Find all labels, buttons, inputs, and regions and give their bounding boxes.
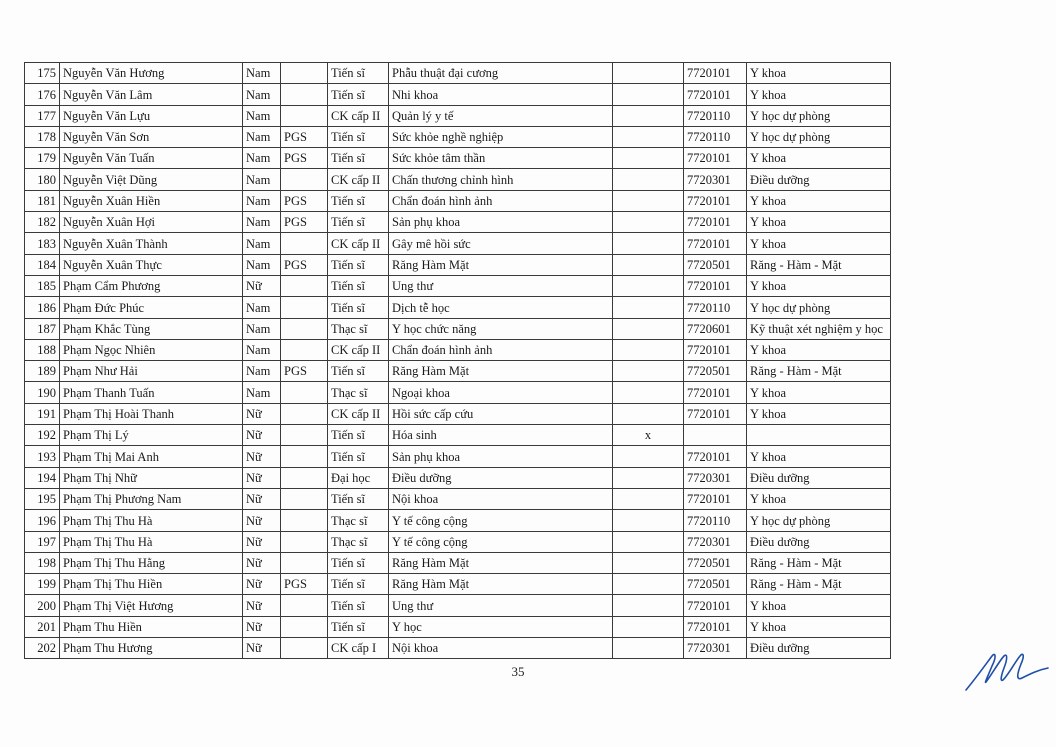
cell-gender: Nam — [243, 361, 281, 382]
cell-major-code: 7720101 — [684, 233, 747, 254]
cell-major: Y khoa — [747, 616, 891, 637]
handwritten-signature-icon — [962, 648, 1052, 694]
cell-academic-title — [281, 510, 328, 531]
cell-major-code: 7720501 — [684, 361, 747, 382]
cell-academic-title — [281, 84, 328, 105]
cell-major: Kỹ thuật xét nghiệm y học — [747, 318, 891, 339]
cell-degree: Tiến sĩ — [328, 488, 389, 509]
cell-major: Y học dự phòng — [747, 126, 891, 147]
cell-mark — [613, 275, 684, 296]
cell-major-code: 7720101 — [684, 275, 747, 296]
cell-academic-title: PGS — [281, 254, 328, 275]
cell-specialty: Hồi sức cấp cứu — [389, 403, 613, 424]
cell-stt: 199 — [25, 574, 60, 595]
table-row — [25, 254, 891, 275]
cell-gender: Nam — [243, 84, 281, 105]
table-row — [25, 212, 891, 233]
cell-specialty: Y tế công cộng — [389, 510, 613, 531]
cell-specialty: Răng Hàm Mặt — [389, 574, 613, 595]
cell-stt: 184 — [25, 254, 60, 275]
cell-academic-title — [281, 63, 328, 84]
cell-academic-title — [281, 403, 328, 424]
cell-major-code: 7720101 — [684, 84, 747, 105]
cell-specialty: Chấn thương chỉnh hình — [389, 169, 613, 190]
table-row — [25, 616, 891, 637]
cell-mark — [613, 339, 684, 360]
cell-major-code: 7720601 — [684, 318, 747, 339]
cell-degree: Tiến sĩ — [328, 254, 389, 275]
cell-stt: 188 — [25, 339, 60, 360]
cell-major: Y học dự phòng — [747, 510, 891, 531]
cell-degree: Tiến sĩ — [328, 552, 389, 573]
cell-degree: CK cấp II — [328, 169, 389, 190]
cell-academic-title — [281, 595, 328, 616]
cell-stt: 183 — [25, 233, 60, 254]
cell-mark — [613, 105, 684, 126]
cell-degree: Tiến sĩ — [328, 126, 389, 147]
cell-academic-title — [281, 446, 328, 467]
cell-major-code: 7720101 — [684, 488, 747, 509]
cell-specialty: Sản phụ khoa — [389, 446, 613, 467]
cell-degree: Tiến sĩ — [328, 212, 389, 233]
cell-academic-title: PGS — [281, 126, 328, 147]
cell-gender: Nữ — [243, 616, 281, 637]
cell-degree: Tiến sĩ — [328, 297, 389, 318]
cell-gender: Nam — [243, 105, 281, 126]
cell-major: Y khoa — [747, 275, 891, 296]
cell-stt: 202 — [25, 638, 60, 659]
cell-gender: Nam — [243, 190, 281, 211]
cell-degree: CK cấp II — [328, 233, 389, 254]
cell-mark — [613, 510, 684, 531]
table-row — [25, 339, 891, 360]
cell-gender: Nữ — [243, 488, 281, 509]
cell-stt: 201 — [25, 616, 60, 637]
cell-degree: Tiến sĩ — [328, 190, 389, 211]
cell-mark — [613, 382, 684, 403]
table-row — [25, 84, 891, 105]
cell-major: Điều dưỡng — [747, 467, 891, 488]
cell-stt: 180 — [25, 169, 60, 190]
cell-academic-title — [281, 616, 328, 637]
cell-mark — [613, 403, 684, 424]
cell-name: Nguyễn Văn Tuấn — [60, 148, 243, 169]
staff-table-body — [25, 63, 891, 659]
cell-gender: Nữ — [243, 275, 281, 296]
cell-major: Y học dự phòng — [747, 297, 891, 318]
cell-mark — [613, 574, 684, 595]
cell-mark — [613, 126, 684, 147]
cell-degree: Tiến sĩ — [328, 84, 389, 105]
cell-stt: 185 — [25, 275, 60, 296]
cell-mark — [613, 254, 684, 275]
cell-major: Điều dưỡng — [747, 638, 891, 659]
cell-academic-title: PGS — [281, 574, 328, 595]
cell-major: Y khoa — [747, 148, 891, 169]
table-row — [25, 233, 891, 254]
table-row — [25, 403, 891, 424]
cell-major-code: 7720101 — [684, 446, 747, 467]
cell-degree: CK cấp I — [328, 638, 389, 659]
cell-name: Nguyễn Văn Hương — [60, 63, 243, 84]
cell-mark — [613, 446, 684, 467]
cell-name: Phạm Như Hải — [60, 361, 243, 382]
cell-stt: 194 — [25, 467, 60, 488]
cell-specialty: Y tế công cộng — [389, 531, 613, 552]
cell-major-code: 7720101 — [684, 339, 747, 360]
cell-stt: 197 — [25, 531, 60, 552]
cell-academic-title: PGS — [281, 361, 328, 382]
cell-mark — [613, 531, 684, 552]
cell-specialty: Ung thư — [389, 275, 613, 296]
cell-name: Phạm Thị Thu Hiền — [60, 574, 243, 595]
table-row — [25, 446, 891, 467]
cell-major: Răng - Hàm - Mặt — [747, 552, 891, 573]
cell-name: Phạm Thu Hương — [60, 638, 243, 659]
cell-mark — [613, 233, 684, 254]
cell-major-code: 7720101 — [684, 190, 747, 211]
cell-stt: 179 — [25, 148, 60, 169]
cell-academic-title — [281, 638, 328, 659]
cell-major-code: 7720301 — [684, 638, 747, 659]
cell-major: Y khoa — [747, 595, 891, 616]
cell-gender: Nữ — [243, 638, 281, 659]
page-number: 35 — [511, 664, 525, 679]
table-row — [25, 552, 891, 573]
cell-name: Phạm Thị Mai Anh — [60, 446, 243, 467]
cell-gender: Nam — [243, 169, 281, 190]
cell-name: Phạm Thị Thu Hà — [60, 531, 243, 552]
table-row — [25, 488, 891, 509]
cell-mark — [613, 595, 684, 616]
cell-name: Nguyễn Xuân Thực — [60, 254, 243, 275]
cell-mark — [613, 169, 684, 190]
table-row — [25, 275, 891, 296]
cell-degree: CK cấp II — [328, 403, 389, 424]
cell-name: Phạm Thị Lý — [60, 425, 243, 446]
cell-gender: Nữ — [243, 446, 281, 467]
cell-name: Phạm Khắc Tùng — [60, 318, 243, 339]
cell-specialty: Ung thư — [389, 595, 613, 616]
cell-stt: 193 — [25, 446, 60, 467]
cell-specialty: Chẩn đoán hình ảnh — [389, 190, 613, 211]
table-row — [25, 382, 891, 403]
cell-mark — [613, 361, 684, 382]
table-row — [25, 574, 891, 595]
cell-major-code: 7720301 — [684, 169, 747, 190]
cell-degree: Tiến sĩ — [328, 63, 389, 84]
cell-stt: 181 — [25, 190, 60, 211]
cell-specialty: Phẫu thuật đại cương — [389, 63, 613, 84]
table-row — [25, 638, 891, 659]
cell-name: Phạm Thị Thu Hà — [60, 510, 243, 531]
cell-stt: 195 — [25, 488, 60, 509]
table-row — [25, 190, 891, 211]
cell-major — [747, 425, 891, 446]
cell-stt: 178 — [25, 126, 60, 147]
cell-academic-title — [281, 339, 328, 360]
cell-major: Y khoa — [747, 339, 891, 360]
cell-academic-title: PGS — [281, 190, 328, 211]
cell-degree: Tiến sĩ — [328, 275, 389, 296]
cell-academic-title — [281, 467, 328, 488]
cell-name: Phạm Thị Hoài Thanh — [60, 403, 243, 424]
cell-major-code: 7720101 — [684, 148, 747, 169]
cell-major-code: 7720101 — [684, 63, 747, 84]
table-row — [25, 531, 891, 552]
cell-mark — [613, 297, 684, 318]
cell-major: Răng - Hàm - Mặt — [747, 361, 891, 382]
cell-name: Nguyễn Xuân Hiền — [60, 190, 243, 211]
cell-major: Y khoa — [747, 382, 891, 403]
cell-mark — [613, 212, 684, 233]
cell-major: Y khoa — [747, 488, 891, 509]
cell-degree: Tiến sĩ — [328, 361, 389, 382]
cell-degree: Thạc sĩ — [328, 531, 389, 552]
cell-stt: 191 — [25, 403, 60, 424]
cell-stt: 182 — [25, 212, 60, 233]
cell-gender: Nam — [243, 148, 281, 169]
cell-major: Y khoa — [747, 403, 891, 424]
cell-stt: 189 — [25, 361, 60, 382]
cell-specialty: Nhi khoa — [389, 84, 613, 105]
cell-academic-title — [281, 105, 328, 126]
cell-major: Y khoa — [747, 212, 891, 233]
cell-major: Điều dưỡng — [747, 531, 891, 552]
cell-major: Điều dưỡng — [747, 169, 891, 190]
cell-stt: 200 — [25, 595, 60, 616]
cell-major: Y học dự phòng — [747, 105, 891, 126]
cell-major: Y khoa — [747, 190, 891, 211]
cell-academic-title — [281, 297, 328, 318]
cell-gender: Nữ — [243, 531, 281, 552]
cell-name: Phạm Thị Việt Hương — [60, 595, 243, 616]
cell-specialty: Răng Hàm Mặt — [389, 361, 613, 382]
cell-stt: 175 — [25, 63, 60, 84]
cell-mark — [613, 84, 684, 105]
cell-name: Phạm Ngọc Nhiên — [60, 339, 243, 360]
cell-mark — [613, 148, 684, 169]
cell-specialty: Y học — [389, 616, 613, 637]
cell-gender: Nam — [243, 254, 281, 275]
cell-gender: Nữ — [243, 574, 281, 595]
cell-stt: 192 — [25, 425, 60, 446]
cell-major-code: 7720110 — [684, 510, 747, 531]
cell-gender: Nữ — [243, 510, 281, 531]
table-row — [25, 63, 891, 84]
table-row — [25, 169, 891, 190]
cell-gender: Nam — [243, 63, 281, 84]
table-row — [25, 105, 891, 126]
cell-specialty: Nội khoa — [389, 638, 613, 659]
cell-specialty: Răng Hàm Mặt — [389, 552, 613, 573]
cell-major: Răng - Hàm - Mặt — [747, 574, 891, 595]
cell-name: Nguyễn Văn Lựu — [60, 105, 243, 126]
cell-major-code: 7720101 — [684, 595, 747, 616]
table-row — [25, 510, 891, 531]
cell-major-code: 7720501 — [684, 254, 747, 275]
cell-major: Y khoa — [747, 233, 891, 254]
cell-degree: Đại học — [328, 467, 389, 488]
table-row — [25, 595, 891, 616]
cell-name: Phạm Thị Phương Nam — [60, 488, 243, 509]
cell-name: Nguyễn Văn Lâm — [60, 84, 243, 105]
cell-specialty: Dịch tễ học — [389, 297, 613, 318]
cell-degree: Tiến sĩ — [328, 574, 389, 595]
cell-mark — [613, 190, 684, 211]
cell-gender: Nam — [243, 212, 281, 233]
cell-gender: Nam — [243, 339, 281, 360]
cell-degree: Tiến sĩ — [328, 616, 389, 637]
cell-gender: Nam — [243, 233, 281, 254]
cell-specialty: Điều dưỡng — [389, 467, 613, 488]
cell-specialty: Nội khoa — [389, 488, 613, 509]
cell-stt: 186 — [25, 297, 60, 318]
cell-specialty: Răng Hàm Mặt — [389, 254, 613, 275]
cell-major: Y khoa — [747, 84, 891, 105]
cell-name: Phạm Thanh Tuấn — [60, 382, 243, 403]
cell-academic-title — [281, 275, 328, 296]
cell-gender: Nam — [243, 297, 281, 318]
cell-major: Y khoa — [747, 63, 891, 84]
cell-academic-title — [281, 425, 328, 446]
cell-academic-title — [281, 233, 328, 254]
cell-major-code: 7720101 — [684, 616, 747, 637]
cell-mark — [613, 467, 684, 488]
table-row — [25, 361, 891, 382]
cell-name: Nguyễn Xuân Hợi — [60, 212, 243, 233]
cell-gender: Nam — [243, 126, 281, 147]
cell-degree: Tiến sĩ — [328, 425, 389, 446]
cell-major-code: 7720101 — [684, 212, 747, 233]
cell-mark — [613, 552, 684, 573]
cell-stt: 187 — [25, 318, 60, 339]
staff-table — [24, 62, 891, 659]
cell-degree: CK cấp II — [328, 105, 389, 126]
cell-major-code: 7720101 — [684, 382, 747, 403]
cell-gender: Nam — [243, 382, 281, 403]
cell-major-code: 7720110 — [684, 126, 747, 147]
cell-specialty: Y học chức năng — [389, 318, 613, 339]
cell-specialty: Sức khỏe tâm thần — [389, 148, 613, 169]
cell-gender: Nữ — [243, 552, 281, 573]
cell-mark — [613, 638, 684, 659]
cell-mark — [613, 318, 684, 339]
cell-gender: Nữ — [243, 595, 281, 616]
cell-stt: 198 — [25, 552, 60, 573]
cell-specialty: Gây mê hồi sức — [389, 233, 613, 254]
cell-academic-title: PGS — [281, 212, 328, 233]
cell-specialty: Sức khỏe nghề nghiệp — [389, 126, 613, 147]
cell-degree: Tiến sĩ — [328, 148, 389, 169]
cell-academic-title — [281, 531, 328, 552]
cell-specialty: Quản lý y tế — [389, 105, 613, 126]
cell-gender: Nữ — [243, 425, 281, 446]
cell-mark — [613, 616, 684, 637]
table-row — [25, 425, 891, 446]
cell-degree: Tiến sĩ — [328, 446, 389, 467]
cell-degree: Thạc sĩ — [328, 510, 389, 531]
cell-major: Y khoa — [747, 446, 891, 467]
table-row — [25, 297, 891, 318]
cell-degree: Thạc sĩ — [328, 382, 389, 403]
cell-degree: Thạc sĩ — [328, 318, 389, 339]
cell-degree: Tiến sĩ — [328, 595, 389, 616]
cell-mark — [613, 63, 684, 84]
table-row — [25, 148, 891, 169]
cell-major-code: 7720101 — [684, 403, 747, 424]
cell-mark — [613, 488, 684, 509]
cell-name: Phạm Thị Nhữ — [60, 467, 243, 488]
cell-specialty: Hóa sinh — [389, 425, 613, 446]
table-row — [25, 467, 891, 488]
table-row — [25, 318, 891, 339]
cell-academic-title — [281, 318, 328, 339]
cell-stt: 196 — [25, 510, 60, 531]
cell-name: Nguyễn Văn Sơn — [60, 126, 243, 147]
cell-name: Phạm Đức Phúc — [60, 297, 243, 318]
cell-name: Phạm Cẩm Phương — [60, 275, 243, 296]
cell-major-code: 7720110 — [684, 297, 747, 318]
cell-academic-title — [281, 169, 328, 190]
cell-major: Răng - Hàm - Mặt — [747, 254, 891, 275]
cell-major-code: 7720501 — [684, 552, 747, 573]
cell-academic-title: PGS — [281, 148, 328, 169]
cell-major-code: 7720110 — [684, 105, 747, 126]
cell-gender: Nữ — [243, 403, 281, 424]
cell-name: Phạm Thị Thu Hằng — [60, 552, 243, 573]
cell-stt: 177 — [25, 105, 60, 126]
cell-specialty: Chẩn đoán hình ảnh — [389, 339, 613, 360]
cell-specialty: Ngoại khoa — [389, 382, 613, 403]
cell-gender: Nữ — [243, 467, 281, 488]
cell-stt: 176 — [25, 84, 60, 105]
cell-academic-title — [281, 552, 328, 573]
cell-major-code — [684, 425, 747, 446]
cell-name: Phạm Thu Hiền — [60, 616, 243, 637]
table-row — [25, 126, 891, 147]
cell-major-code: 7720301 — [684, 467, 747, 488]
cell-name: Nguyễn Xuân Thành — [60, 233, 243, 254]
cell-academic-title — [281, 382, 328, 403]
cell-gender: Nam — [243, 318, 281, 339]
cell-major-code: 7720501 — [684, 574, 747, 595]
cell-mark: x — [613, 425, 684, 446]
cell-name: Nguyễn Việt Dũng — [60, 169, 243, 190]
cell-stt: 190 — [25, 382, 60, 403]
cell-academic-title — [281, 488, 328, 509]
cell-specialty: Sản phụ khoa — [389, 212, 613, 233]
cell-major-code: 7720301 — [684, 531, 747, 552]
cell-degree: CK cấp II — [328, 339, 389, 360]
